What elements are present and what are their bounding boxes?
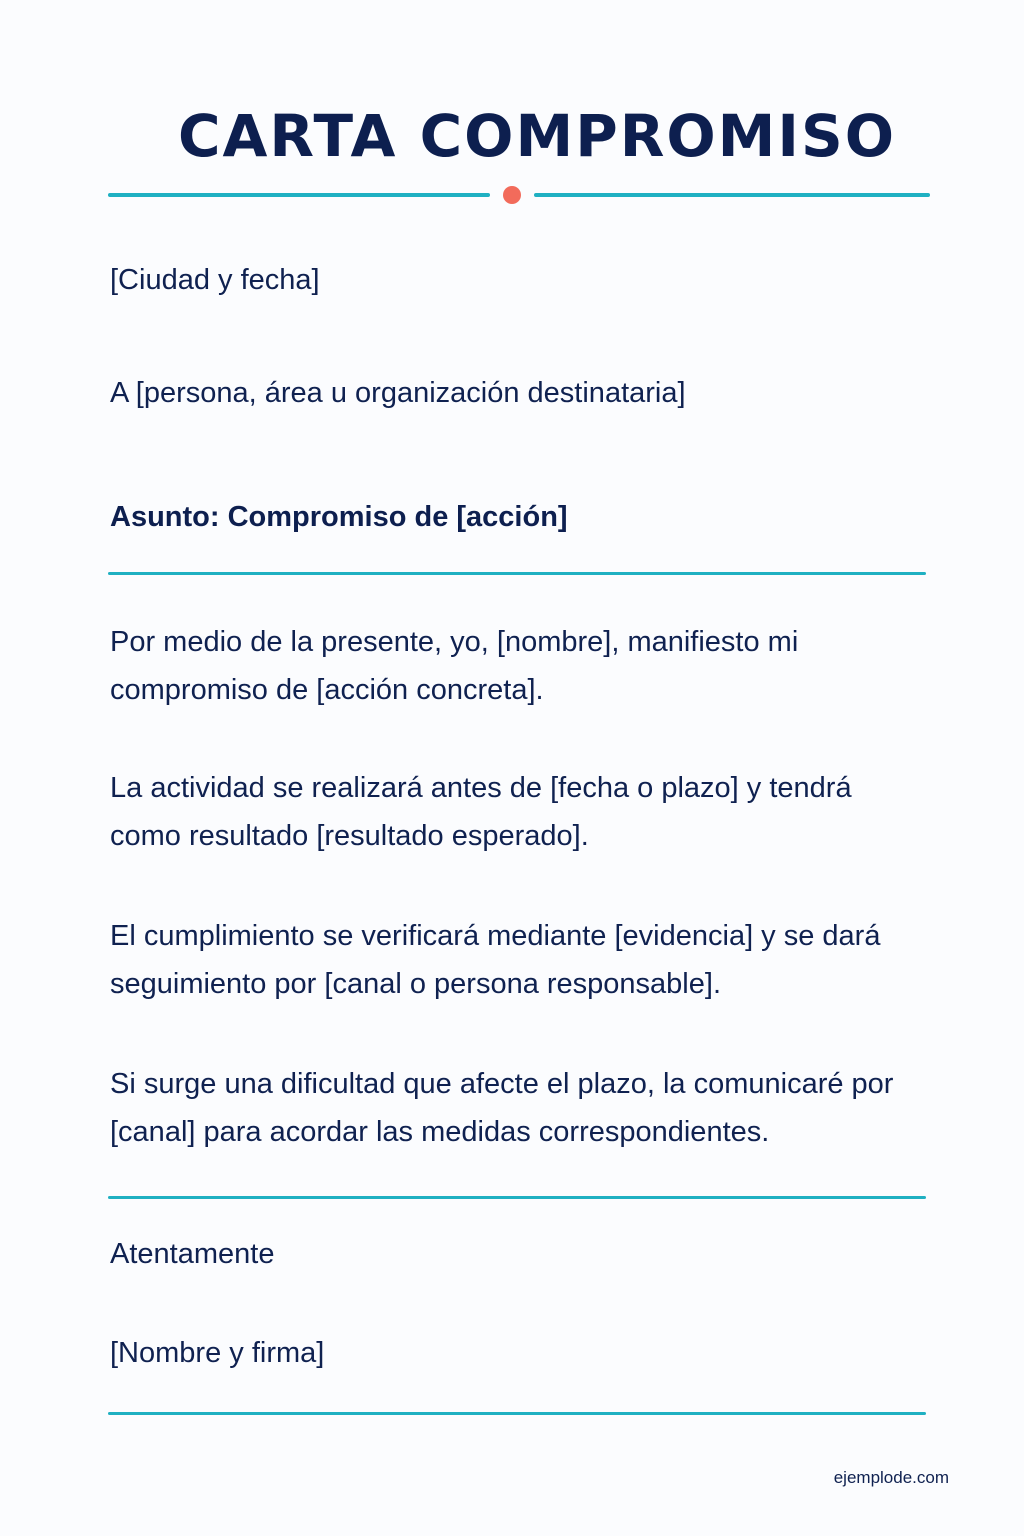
subject-divider (108, 572, 926, 575)
signature-divider (108, 1412, 926, 1415)
signature-placeholder: [Nombre y firma] (110, 1337, 325, 1369)
body-paragraph: El cumplimiento se verificará mediante [evidencia] y se dará seguimiento por [canal o persona responsable]. (110, 920, 881, 1000)
subject-line: Asunto: Compromiso de [acción] (110, 501, 568, 533)
body-paragraph: La actividad se realizará antes de [fecha o plazo] y tendrá como resultado [resultado esperado]. (110, 772, 852, 852)
title-divider-left (108, 193, 490, 197)
body-paragraph: Si surge una dificultad que afecte el plazo, la comunicaré por [canal] para acordar las medidas correspondientes. (110, 1068, 894, 1148)
title-divider-dot (503, 186, 521, 204)
footer-site: ejemplode.com (833, 1468, 949, 1487)
closing: Atentamente (110, 1238, 275, 1270)
page-title: CARTA COMPROMISO (177, 102, 897, 170)
city-date: [Ciudad y fecha] (110, 264, 320, 296)
body-divider (108, 1196, 926, 1199)
title-divider-right (534, 193, 930, 197)
recipient: A [persona, área u organización destinataria] (110, 377, 686, 409)
body-paragraph: Por medio de la presente, yo, [nombre], manifiesto mi compromiso de [acción concreta]. (110, 626, 799, 706)
